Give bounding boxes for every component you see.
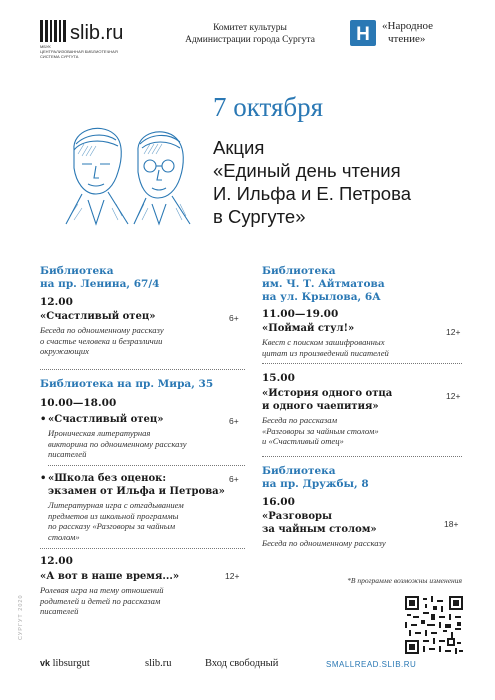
event-title-line: «История одного отца [262, 388, 393, 399]
logo-caption-line: СИСТЕМА СУРГУТА [40, 54, 79, 59]
event-name: «Поймай стул!» [262, 323, 355, 334]
desc-line: писателей [48, 449, 87, 459]
vk-link[interactable] [40, 658, 90, 669]
event-name: • «Школа без оценок: [40, 473, 167, 484]
event-school-exam [40, 472, 255, 542]
committee-text [175, 22, 325, 46]
committee-line: Комитет культуры [213, 23, 287, 33]
event-desc [48, 500, 255, 542]
library-name: Библиотека на пр. Мира, 35 [40, 378, 214, 390]
event-title-line: и одного чаепития» [262, 401, 379, 412]
vk-handle: libsurgut [52, 658, 90, 669]
event-time: 12.00 [40, 555, 73, 567]
library-name-line: им. Ч. Т. Айтматова [262, 278, 385, 290]
desc-line: родителей и детей по рассказам [40, 595, 161, 606]
site-link[interactable]: slib.ru [145, 658, 172, 669]
committee-line: Администрации города Сургута [185, 35, 315, 45]
event-title-line: экзамен от Ильфа и Петрова» [48, 486, 225, 497]
logo-caption [40, 44, 140, 59]
np-line: чтение» [388, 33, 426, 45]
smallread-link[interactable]: SMALLREAD.SLIB.RU [326, 660, 417, 669]
desc-line: Литературная игра с отгадыванием [48, 500, 184, 510]
logo-caption-line: МБУК [40, 44, 51, 49]
svg-text:Н: Н [356, 24, 370, 45]
svg-text:slib.ru: slib.ru [70, 22, 124, 44]
desc-line: и «Счастливый отец» [262, 436, 344, 446]
desc-line: Беседа по одноименному рассказу [40, 325, 164, 335]
library-name-line: на пр. Ленина, 67/4 [40, 278, 160, 290]
age-badge: 12+ [446, 391, 461, 401]
desc-line: столом» [48, 531, 80, 542]
desc-line: цитат из произведений писателей [262, 347, 389, 358]
library-druzhby [262, 465, 462, 549]
desc-line: Ироническая литературная [48, 428, 151, 438]
age-badge: 6+ [229, 416, 239, 426]
vertical-caption: СУРГУТ 2020 [18, 594, 24, 640]
event-desc [262, 415, 462, 447]
logo-caption-line: ЦЕНТРАЛИЗОВАННАЯ БИБЛИОТЕЧНАЯ [40, 49, 118, 54]
np-line: «Народное [382, 20, 434, 32]
desc-line: викторина по одноименному рассказу [48, 438, 187, 449]
desc-line: Квест с поиском зашифрованных [262, 337, 385, 347]
event-desc [40, 325, 250, 357]
title-line: «Единый день чтения [213, 160, 401, 181]
event-desc [48, 428, 250, 460]
age-badge: 18+ [444, 519, 459, 529]
title-line: в Сургуте» [213, 206, 306, 227]
library-name [262, 265, 462, 304]
desc-line: Ролевая игра на тему отношений [40, 585, 164, 595]
event-title [213, 136, 483, 228]
narodnoe-chtenie-text [382, 20, 472, 46]
library-name-line: на ул. Крылова, 6А [262, 291, 381, 303]
age-badge: 12+ [446, 327, 461, 337]
free-entry-text: Вход свободный [205, 658, 279, 669]
event-name: • «Счастливый отец» [40, 414, 164, 425]
writers-portrait-illustration [52, 120, 202, 228]
library-name [262, 465, 462, 491]
divider [262, 363, 462, 364]
event-time: 16.00 [262, 496, 295, 508]
event-desc: Беседа по одноименному рассказу [262, 538, 386, 548]
divider [40, 548, 245, 549]
desc-line: предметов из школьной программы [48, 510, 179, 521]
event-title-line: «Счастливый отец» [48, 414, 164, 425]
event-time: 11.00—19.00 [262, 308, 339, 320]
event-title-line: за чайным столом» [262, 524, 377, 535]
desc-line: окружающих [40, 346, 89, 356]
divider [262, 456, 462, 457]
desc-line: о счастье человека и безразличии [40, 335, 163, 346]
library-name-line: Библиотека [262, 465, 336, 477]
desc-line: по рассказу «Разговоры за чайным [48, 521, 176, 531]
left-column [40, 265, 250, 357]
library-lenina [40, 265, 250, 291]
narodnoe-chtenie-logo [350, 20, 376, 46]
event-nashe-vremya [40, 555, 250, 617]
library-name-line: на пр. Дружбы, 8 [262, 478, 369, 490]
title-line: И. Ильфа и Е. Петрова [213, 183, 411, 204]
event-time: 10.00—18.00 [40, 397, 117, 409]
title-line: Акция [213, 137, 265, 158]
qr-code [405, 596, 463, 654]
program-change-note: *В программе возможны изменения [347, 576, 462, 585]
event-desc [40, 585, 250, 617]
event-time: 15.00 [262, 372, 295, 384]
desc-line: Беседа по рассказам [262, 415, 338, 425]
library-name-line: Библиотека [40, 265, 114, 277]
desc-line: писателей [40, 606, 79, 616]
age-badge: 6+ [229, 313, 239, 323]
event-name: «А вот в наше время...» [40, 571, 180, 582]
desc-line: «Разговоры за чайным столом» [262, 425, 379, 436]
divider [48, 465, 245, 466]
library-mira [40, 378, 250, 460]
event-desc [262, 337, 462, 358]
slib-logo [40, 18, 124, 44]
age-badge: 12+ [225, 571, 240, 581]
library-aitmatova [262, 265, 462, 358]
event-date: 7 октября [213, 92, 324, 122]
age-badge: 6+ [229, 474, 239, 484]
event-title-line: «Школа без оценок: [48, 473, 167, 484]
event-title-line: «Разговоры [262, 511, 333, 522]
divider [40, 369, 245, 370]
event-istoriya [262, 372, 462, 447]
event-name: «Счастливый отец» [40, 311, 156, 322]
library-name-line: Библиотека [262, 265, 336, 277]
event-time: 12.00 [40, 296, 73, 308]
vk-icon: vk [40, 658, 51, 668]
